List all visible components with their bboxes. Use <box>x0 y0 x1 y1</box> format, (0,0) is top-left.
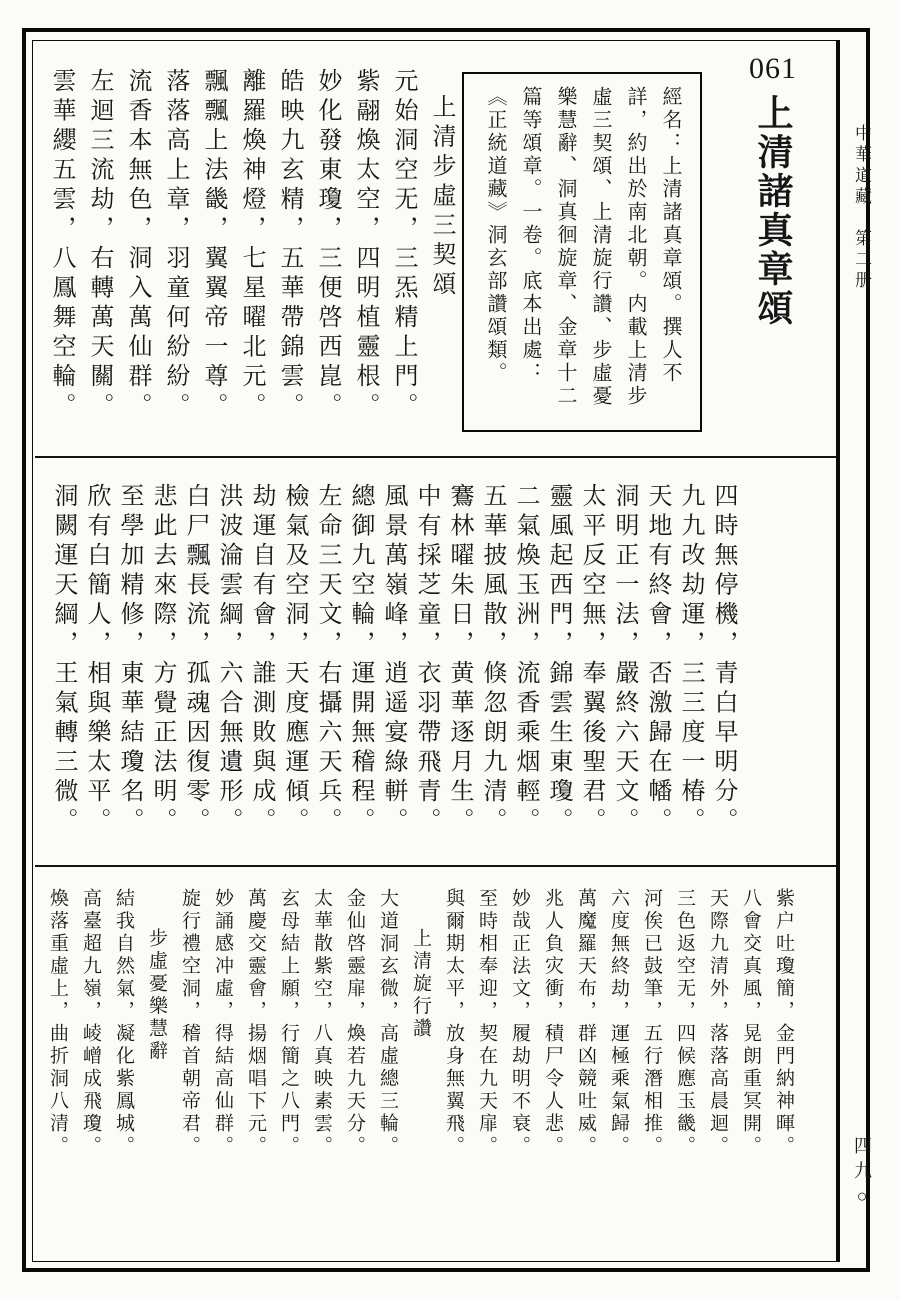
poem-column: 皓映九玄精，五華帶錦雲。 <box>276 68 302 422</box>
folio-page-number: 四九○ <box>852 1136 872 1213</box>
section-middle <box>45 483 739 861</box>
section-divider-1 <box>35 456 836 458</box>
poem-column: 與爾期太平，放身無翼飛。 <box>443 888 464 1158</box>
poem-column: 金仙啓靈扉，煥若九天分。 <box>344 888 365 1158</box>
poem-column: 兆人負灾衝，積尸令人悲。 <box>542 888 563 1158</box>
poem-column: 離羅煥神燈，七星曜北元。 <box>238 68 264 422</box>
poem-column: 河俟已鼓筆，五行潛相推。 <box>641 888 662 1158</box>
poem-column: 九九改劫運，三三度一椿。 <box>677 483 703 837</box>
abstract-box <box>462 72 702 432</box>
abstract-column: 樂慧辭、洞真徊旋章、金章十二 <box>554 86 576 408</box>
poem-column: 中有採芝童，衣羽帶飛青。 <box>413 483 439 837</box>
poem-column: 五華披風散，倏忽朗九清。 <box>479 483 505 837</box>
abstract-text <box>464 74 700 430</box>
abstract-column: 虛三契頌、上清旋行讚、步虛憂 <box>589 86 611 408</box>
section-heading: 上清旋行讚 <box>410 928 431 1041</box>
poem-column: 結我自然氣，凝化紫鳳城。 <box>113 888 134 1158</box>
section-top <box>48 68 460 456</box>
abstract-column: 詳，約出於南北朝。内載上清步 <box>624 86 646 408</box>
section-heading: 步虛憂樂慧辭 <box>146 928 167 1063</box>
poem-column: 欣有白簡人，相與樂太平。 <box>83 483 109 837</box>
abstract-column: 《正統道藏》洞玄部讚頌類。 <box>484 86 506 385</box>
poem-column: 太平反空無，奉翼後聖君。 <box>578 483 604 837</box>
document-number: 061 <box>749 52 797 85</box>
section-divider-2 <box>35 865 836 867</box>
poem-column: 洪波淪雲綱，六合無遺形。 <box>215 483 241 837</box>
poem-column: 高臺超九嶺，崚嶒成飛瓊。 <box>80 888 101 1158</box>
poem-column: 妙化發東瓊，三便啓西崑。 <box>314 68 340 422</box>
poem-column: 紫户吐瓊簡，金門納神暉。 <box>773 888 794 1158</box>
poem-column: 風景萬嶺峰，逍遥宴綠軿。 <box>380 483 406 837</box>
poem-column: 八會交真風，晃朗重冥開。 <box>740 888 761 1158</box>
abstract-column: 經名：上清諸真章頌。撰人不 <box>659 86 681 385</box>
poem-column: 洞闕運天綱，王氣轉三微。 <box>50 483 76 837</box>
section-bottom <box>42 888 800 1170</box>
series-volume-label: 中華道藏 第二册 <box>852 124 871 292</box>
poem-column: 至時相奉迎，契在九天扉。 <box>476 888 497 1158</box>
poem-column: 檢氣及空洞，天度應運傾。 <box>281 483 307 837</box>
poem-column: 洞明正一法，嚴終六天文。 <box>611 483 637 837</box>
poem-column: 煥落重虛上，曲折洞八清。 <box>47 888 68 1158</box>
poem-column: 雲華纓五雲，八鳳舞空輪。 <box>48 68 74 422</box>
poem-column: 左命三天文，右攝六天兵。 <box>314 483 340 837</box>
poem-column: 六度無終劫，運極乘氣歸。 <box>608 888 629 1158</box>
poem-column: 妙哉正法文，履劫明不衰。 <box>509 888 530 1158</box>
poem-column: 流香本無色，洞入萬仙群。 <box>124 68 150 422</box>
poem-column: 劫運自有會，誰測敗與成。 <box>248 483 274 837</box>
poem-column: 四時無停機，青白早明分。 <box>710 483 736 837</box>
poem-column: 天地有終會，否激歸在幡。 <box>644 483 670 837</box>
poem-column: 紫翮煥太空，四明植靈根。 <box>352 68 378 422</box>
section-heading: 上清步虛三契頌 <box>428 94 454 301</box>
document-title: 上清諸真章頌 <box>753 94 793 328</box>
poem-column: 元始洞空无，三炁精上門。 <box>390 68 416 422</box>
poem-column: 悲此去來際，方覺正法明。 <box>149 483 175 837</box>
poem-column: 白尸飄長流，孤魂因復零。 <box>182 483 208 837</box>
poem-column: 旋行禮空洞，稽首朝帝君。 <box>179 888 200 1158</box>
poem-column: 靈風起西門，錦雲生東瓊。 <box>545 483 571 837</box>
poem-column: 天際九清外，落落高晨迴。 <box>707 888 728 1158</box>
poem-column: 玄母結上願，行簡之八門。 <box>278 888 299 1158</box>
poem-column: 左迴三流劫，右轉萬天關。 <box>86 68 112 422</box>
poem-column: 飄飄上法畿，翼翼帝一尊。 <box>200 68 226 422</box>
poem-column: 大道洞玄微，高虛總三輪。 <box>377 888 398 1158</box>
poem-column: 落落高上章，羽童何紛紛。 <box>162 68 188 422</box>
poem-column: 二氣煥玉洲，流香乘烟輕。 <box>512 483 538 837</box>
poem-column: 至學加精修，東華結瓊名。 <box>116 483 142 837</box>
abstract-column: 篇等頌章。一卷。底本出處： <box>519 86 541 385</box>
poem-column: 萬慶交靈會，揚烟唱下元。 <box>245 888 266 1158</box>
poem-column: 三色返空无，四候應玉畿。 <box>674 888 695 1158</box>
poem-column: 鶱林曜朱日，黄華逐月生。 <box>446 483 472 837</box>
poem-column: 總御九空輪，運開無稽程。 <box>347 483 373 837</box>
poem-column: 妙誦感冲虛，得結高仙群。 <box>212 888 233 1158</box>
poem-column: 太華散紫空，八真映素雲。 <box>311 888 332 1158</box>
header-block <box>734 52 812 328</box>
poem-column: 萬魔羅天布，群凶競吐威。 <box>575 888 596 1158</box>
